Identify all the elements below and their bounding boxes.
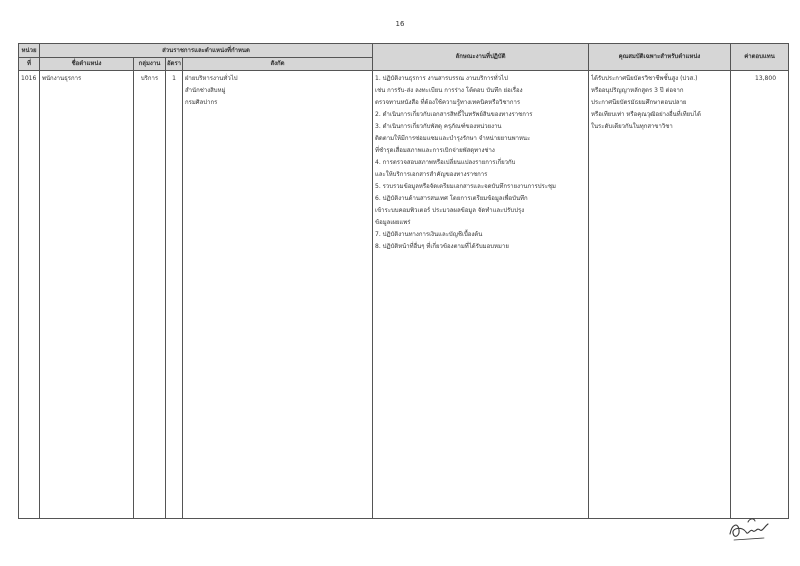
- cell-wage: [731, 71, 789, 519]
- row-position: พนักงานธุรการ: [42, 75, 82, 82]
- duty-line: ตรวจทานหนังสือ ที่ต้องใช้ความรู้ทางเทคนิคหรือวิชาการ: [375, 99, 521, 106]
- header-affiliation: สังกัด: [183, 58, 373, 71]
- cell-duties: [373, 71, 589, 519]
- row-no: 1016: [21, 75, 37, 82]
- affiliation-line: กรมศิลปากร: [185, 99, 218, 106]
- header-agency-group: ส่วนราชการและตำแหน่งที่กำหนด: [40, 44, 373, 58]
- header-position: ชื่อตำแหน่ง: [40, 58, 134, 71]
- duty-line: ข้อมูลเผยแพร่: [375, 219, 411, 226]
- qualification-line: ในระดับเดียวกันในทุกสาขาวิชา: [591, 123, 673, 130]
- position-table: [18, 43, 789, 519]
- row-rate: 1: [172, 75, 176, 82]
- duty-line: 2. ดำเนินการเกี่ยวกับเอกสารสิทธิ์ในทรัพย์สินของทางราชการ: [375, 111, 533, 118]
- page-number: 16: [395, 20, 405, 28]
- duty-line: 7. ปฏิบัติงานทางการเงินและบัญชีเบื้องต้น: [375, 231, 483, 238]
- table-row: [19, 71, 789, 519]
- cell-qualifications: [589, 71, 731, 519]
- row-group: บริการ: [140, 75, 159, 82]
- cell-no: [19, 71, 40, 519]
- duty-line: 3. ดำเนินการเกี่ยวกับพัสดุ ครุภัณฑ์ของหน่วยงาน: [375, 123, 502, 130]
- duty-line: 8. ปฏิบัติหน้าที่อื่นๆ ที่เกี่ยวข้องตามที่ได้รับมอบหมาย: [375, 243, 509, 250]
- qualification-line: หรืออนุปริญญาหลักสูตร 3 ปี ต่อจาก: [591, 87, 684, 94]
- cell-rate: [166, 71, 183, 519]
- header-group: กลุ่มงาน: [134, 58, 166, 71]
- duty-line: 6. ปฏิบัติงานด้านสารสนเทศ โดยการเตรียมข้อมูลเพื่อบันทึก: [375, 195, 528, 202]
- cell-affiliation: [183, 71, 373, 519]
- affiliation-line: สำนักช่างสิบหมู่: [185, 87, 226, 94]
- duty-line: และให้บริการเอกสารสำคัญของทางราชการ: [375, 171, 488, 178]
- affiliation-line: ฝ่ายบริหารงานทั่วไป: [185, 75, 238, 82]
- header-duties: ลักษณะงานที่ปฏิบัติ: [373, 44, 589, 71]
- header-qualifications: คุณสมบัติเฉพาะสำหรับตำแหน่ง: [589, 44, 731, 71]
- qualification-line: ประกาศนียบัตรมัธยมศึกษาตอนปลาย: [591, 99, 687, 106]
- header-wage: ค่าตอบแทน: [731, 44, 789, 71]
- cell-position: [40, 71, 134, 519]
- signature-mark: [724, 512, 774, 546]
- header-no: ที่: [19, 58, 40, 71]
- duty-line: ติดตามให้มีการซ่อมแซมและบำรุงรักษา จำหน่ายยานพาหนะ: [375, 135, 531, 142]
- duty-line: เช่น การรับ-ส่ง ลงทะเบียน การร่าง โต้ตอบ บันทึก ย่อเรื่อง: [375, 87, 523, 94]
- qualification-line: หรือเทียบเท่า หรือคุณวุฒิอย่างอื่นที่เทียบได้: [591, 111, 701, 118]
- duty-line: 4. การตรวจสอบสภาพหรือเปลี่ยนแปลงรายการเกี่ยวกับ: [375, 159, 516, 166]
- qualification-line: ได้รับประกาศนียบัตรวิชาชีพชั้นสูง (ปวส.): [591, 75, 698, 82]
- header-unit: หน่วย: [19, 44, 40, 58]
- row-wage: 13,800: [755, 75, 777, 82]
- duty-line: ที่ชำรุดเสื่อมสภาพและการเบิกจ่ายพัสดุทางช่าง: [375, 147, 495, 154]
- header-rate: อัตรา: [166, 58, 183, 71]
- cell-group: [134, 71, 166, 519]
- duty-line: เข้าระบบคอมพิวเตอร์ ประมวลผลข้อมูล จัดทำและปรับปรุง: [375, 207, 525, 214]
- duty-line: 5. รวบรวมข้อมูลหรือจัดเตรียมเอกสารและจดบันทึกรายงานการประชุม: [375, 183, 556, 190]
- duty-line: 1. ปฏิบัติงานธุรการ งานสารบรรณ งานบริการทั่วไป: [375, 75, 508, 82]
